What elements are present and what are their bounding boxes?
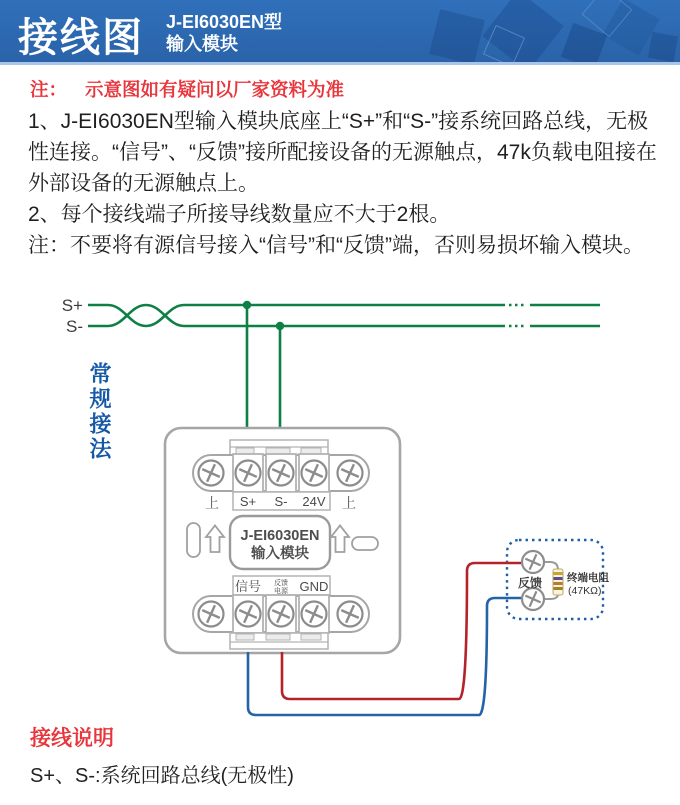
terminal-screw-icon: [198, 460, 223, 485]
terminal-screw-icon: [198, 601, 223, 626]
note-text: 示意图如有疑问以厂家资料为准: [85, 79, 345, 100]
legend-line-bus: S+、S-:系统回路总线(无极性): [30, 765, 294, 787]
top-terminal-label-s-plus: S+: [239, 494, 257, 509]
module-name-line2: 输入模块: [251, 546, 309, 562]
terminal-screw-icon: [268, 601, 293, 626]
wiring-diagram: [0, 285, 680, 730]
mount-label-left: 上: [205, 495, 219, 511]
bus-label-s-plus: S+: [61, 296, 83, 315]
terminal-screw-icon: [301, 601, 326, 626]
bus-wire-s-plus: [88, 305, 505, 326]
module-type: 输入模块: [166, 34, 238, 54]
terminal-screw-icon: [268, 460, 293, 485]
terminal-screw-icon: [301, 460, 326, 485]
feedback-label: 反馈: [517, 576, 543, 590]
resistor-value-label: (47KΩ): [568, 585, 602, 597]
model-name: J-EI6030EN型: [166, 12, 283, 32]
decor-cube-icon: [648, 32, 678, 62]
terminal-screw-icon: [337, 601, 362, 626]
bottom-terminal-label-signal: 信号: [234, 579, 262, 594]
bottom-terminal-label-power: 电源: [274, 588, 288, 595]
top-terminal-label-s-minus: S-: [274, 494, 288, 509]
note-prefix: 注：: [30, 79, 68, 100]
feedback-screw-icon: [522, 588, 544, 610]
wiring-method-label: 常规接法: [87, 362, 112, 462]
instructions: [28, 106, 658, 261]
legend-title: 接线说明: [30, 727, 114, 750]
loop-bus-wires: [88, 305, 600, 443]
header-banner: [0, 0, 680, 65]
bottom-terminal-label-feedback: 反馈: [274, 580, 288, 587]
module-name-line1: J-EI6030EN: [240, 528, 320, 544]
legend: [30, 722, 294, 788]
junction-dot-s-plus: [243, 301, 251, 309]
disclaimer-note: [30, 76, 344, 102]
indicator-slot: [187, 523, 200, 557]
terminal-screw-icon: [235, 601, 260, 626]
feedback-terminal-box: [507, 540, 609, 619]
junction-dot-s-minus: [276, 322, 284, 330]
top-terminal-label-24v: 24V: [302, 494, 326, 509]
bus-label-s-minus: S-: [66, 317, 83, 336]
indicator-slot-horizontal: [352, 537, 378, 550]
feedback-screw-icon: [522, 551, 544, 573]
bus-wire-s-minus: [88, 305, 505, 326]
page-title: 接线图: [18, 16, 144, 60]
terminal-screw-icon: [235, 460, 260, 485]
instruction-item-2: 2、每个接线端子所接导线数量应不大于2根。: [28, 203, 451, 226]
mount-label-right: 上: [342, 495, 356, 511]
resistor-name-label: 终端电阻: [567, 572, 609, 584]
terminal-resistor-icon: [553, 569, 563, 595]
decor-cube-icon: [429, 9, 485, 65]
instruction-item-1: 1、J-EI6030EN型输入模块底座上“S+”和“S-”接系统回路总线，无极性连接。“信号”、“反馈”接所配接设备的无源触点，47k负载电阻接在外部设备的无源触点上。: [28, 110, 657, 195]
bottom-terminal-label-gnd: GND: [299, 579, 329, 594]
terminal-screw-icon: [337, 460, 362, 485]
instruction-note: 注：不要将有源信号接入“信号”和“反馈”端，否则易损坏输入模块。: [28, 234, 644, 257]
header-subtitle: [166, 11, 282, 55]
